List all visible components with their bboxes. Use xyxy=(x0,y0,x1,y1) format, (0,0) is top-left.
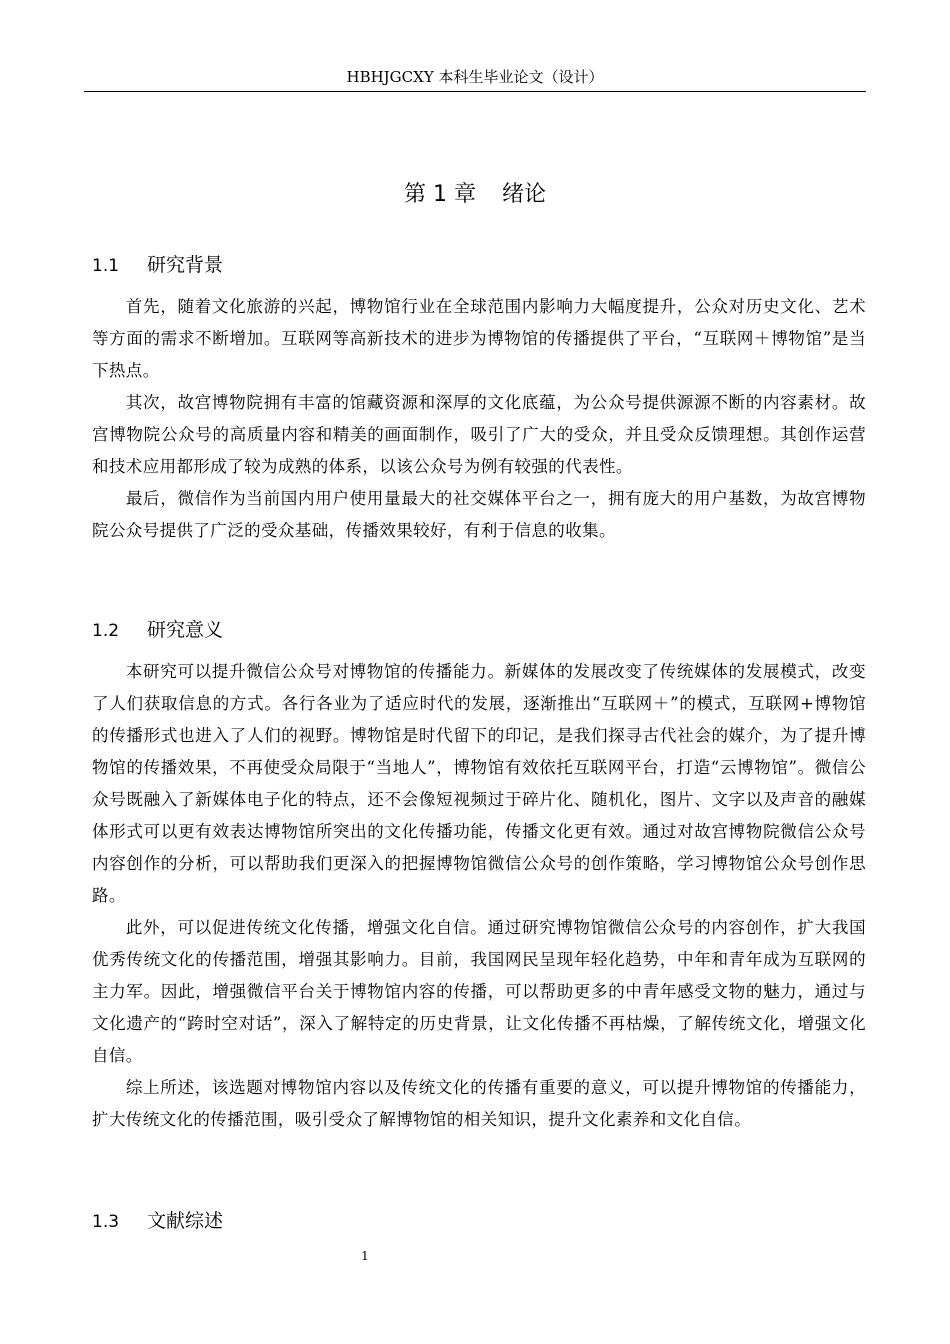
paragraph: 综上所述，该选题对博物馆内容以及传统文化的传播有重要的意义，可以提升博物馆的传播能力，扩大传统文化的传播范围，吸引受众了解博物馆的相关知识，提升文化素养和文化自信。 xyxy=(92,1078,866,1129)
paragraph: 首先，随着文化旅游的兴起，博物馆行业在全球范围内影响力大幅度提升，公众对历史文化、艺术等方面的需求不断增加。互联网等高新技术的进步为博物馆的传播提供了平台，“互联网＋博物馆”是当下热点。 xyxy=(92,297,866,380)
page-header: HBHJGCXY 本科生毕业论文（设计） xyxy=(346,68,604,86)
paragraph: 本研究可以提升微信公众号对博物馆的传播能力。新媒体的发展改变了传统媒体的发展模式，改变了人们获取信息的方式。各行各业为了适应时代的发展，逐渐推出“互联网＋”的模式，互联网+博物馆的传播形式也进入了人们的视野。博物馆是时代留下的印记，是我们探寻古代社会的媒介，为了提升博物馆的传播效果，不再使受众局限于“当地人”，博物馆有效依托互联网平台，打造“云博物馆”。微信公众号既融入了新媒体电子化的特点，还不会像短视频过于碎片化、随机化，图片、文字以及声音的融媒体形式可以更有效表达博物馆所突出的文化传播功能，传播文化更有效。通过对故宫博物院微信公众号内容创作的分析，可以帮助我们更深入的把握博物馆微信公众号的创作策略，学习博物馆公众号创作思路。 xyxy=(92,662,866,905)
chapter-name: 绪论 xyxy=(501,182,546,207)
section-number: 1.3 xyxy=(92,1212,120,1232)
header-rule xyxy=(84,91,866,92)
section-literature-review xyxy=(92,1206,866,1247)
section-title: 文献综述 xyxy=(147,1210,224,1232)
section-heading xyxy=(92,615,866,646)
section-number: 1.1 xyxy=(92,256,120,276)
chapter-title xyxy=(84,178,866,212)
section-research-significance xyxy=(92,615,866,1136)
section-research-background xyxy=(92,250,866,547)
section-number: 1.2 xyxy=(92,621,120,641)
paragraph: 最后，微信作为当前国内用户使用量最大的社交媒体平台之一，拥有庞大的用户基数，为故宫博物院公众号提供了广泛的受众基础，传播效果较好，有利于信息的收集。 xyxy=(92,489,866,540)
chapter-number: 第 1 章 xyxy=(404,182,476,207)
paragraph: 其次，故宫博物院拥有丰富的馆藏资源和深厚的文化底蕴，为公众号提供源源不断的内容素材。故宫博物院公众号的高质量内容和精美的画面制作，吸引了广大的受众，并且受众反馈理想。其创作运营和技术应用都形成了较为成熟的体系，以该公众号为例有较强的代表性。 xyxy=(92,393,866,476)
page-number: 1 xyxy=(361,1249,369,1263)
section-heading xyxy=(92,250,866,281)
section-title: 研究背景 xyxy=(147,254,224,276)
section-title: 研究意义 xyxy=(147,619,224,641)
paragraph: 此外，可以促进传统文化传播，增强文化自信。通过研究博物馆微信公众号的内容创作，扩大我国优秀传统文化的传播范围，增强其影响力。目前，我国网民呈现年轻化趋势，中年和青年成为互联网的主力军。因此，增强微信平台关于博物馆内容的传播，可以帮助更多的中青年感受文物的魅力，通过与文化遗产的“跨时空对话”，深入了解特定的历史背景，让文化传播不再枯燥，了解传统文化，增强文化自信。 xyxy=(92,918,866,1065)
section-heading xyxy=(92,1206,866,1237)
